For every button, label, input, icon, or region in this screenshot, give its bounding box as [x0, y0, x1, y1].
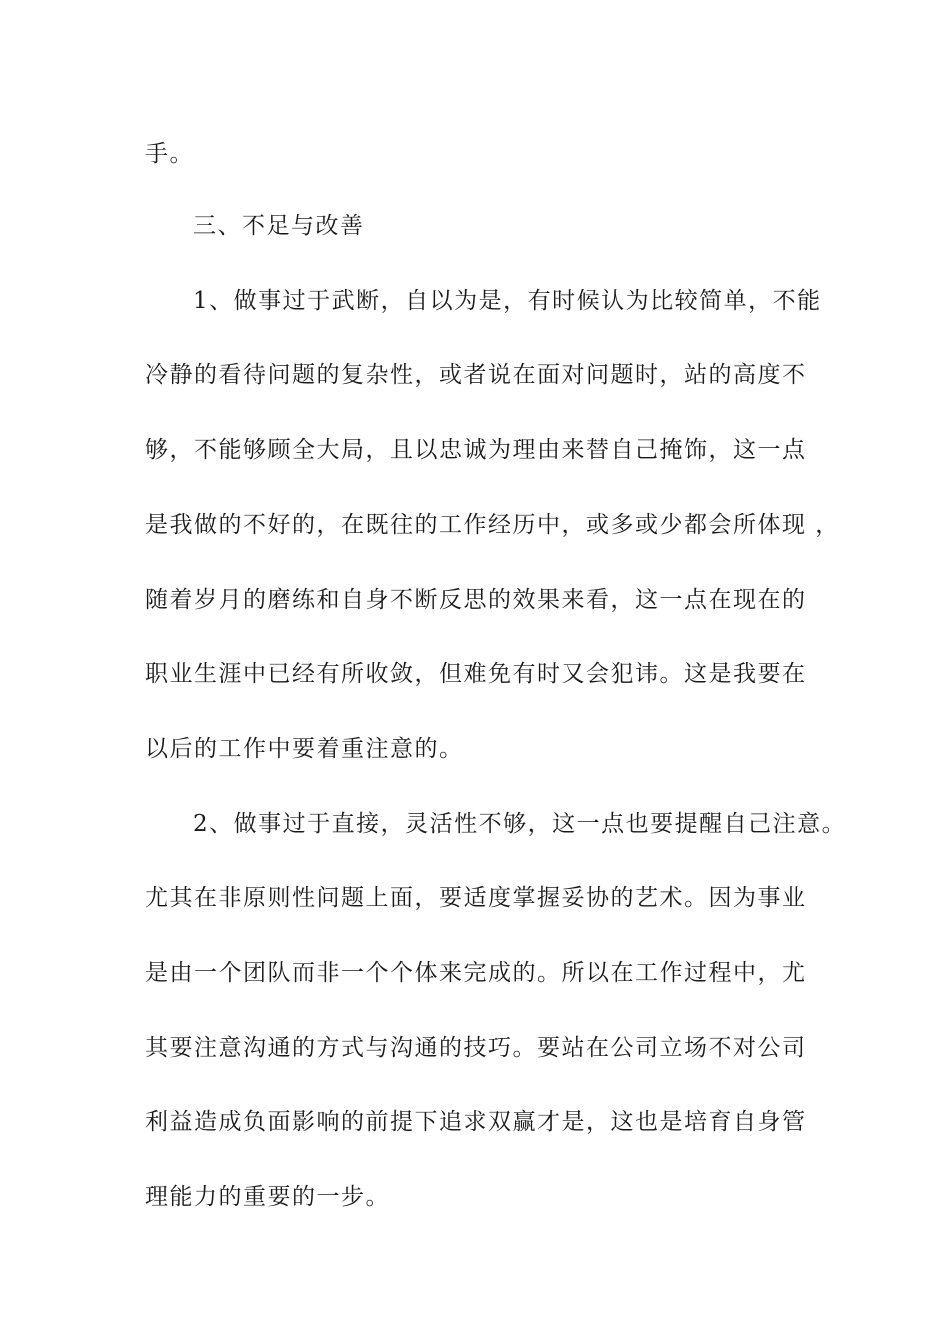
- text-line-3: 1、做事过于武断，自以为是，有时候认为比较简单，不能: [193, 288, 822, 314]
- text-line-8: 职业生涯中已经有所收敛，但难免有时又会犯讳。这是我要在: [145, 661, 807, 687]
- section-heading: 三、不足与改善: [193, 213, 365, 239]
- text-line-6: 是我做的不好的，在既往的工作经历中，或多或少都会所体现 ，: [145, 512, 840, 538]
- text-line-5: 够，不能够顾全大局，且以忠诚为理由来替自己掩饰，这一点: [145, 437, 807, 463]
- text-line-15: 理能力的重要的一步。: [145, 1184, 390, 1210]
- text-line-12: 是由一个团队而非一个个体来完成的。所以在工作过程中，尤: [145, 960, 807, 986]
- text-line-9: 以后的工作中要着重注意的。: [145, 736, 464, 762]
- text-line-13: 其要注意沟通的方式与沟通的技巧。要站在公司立场不对公司: [145, 1035, 807, 1061]
- text-line-11: 尤其在非原则性问题上面，要适度掌握妥协的艺术。因为事业: [145, 885, 807, 911]
- text-line-14: 利益造成负面影响的前提下追求双赢才是，这也是培育自身管: [145, 1109, 807, 1135]
- text-line-1: 手。: [145, 141, 194, 167]
- text-line-10: 2、做事过于直接，灵活性不够，这一点也要提醒自己注意。: [193, 811, 847, 837]
- text-line-4: 冷静的看待问题的复杂性，或者说在面对问题时，站的高度不: [145, 362, 807, 388]
- text-line-7: 随着岁月的磨练和自身不断反思的效果来看，这一点在现在的: [145, 587, 807, 613]
